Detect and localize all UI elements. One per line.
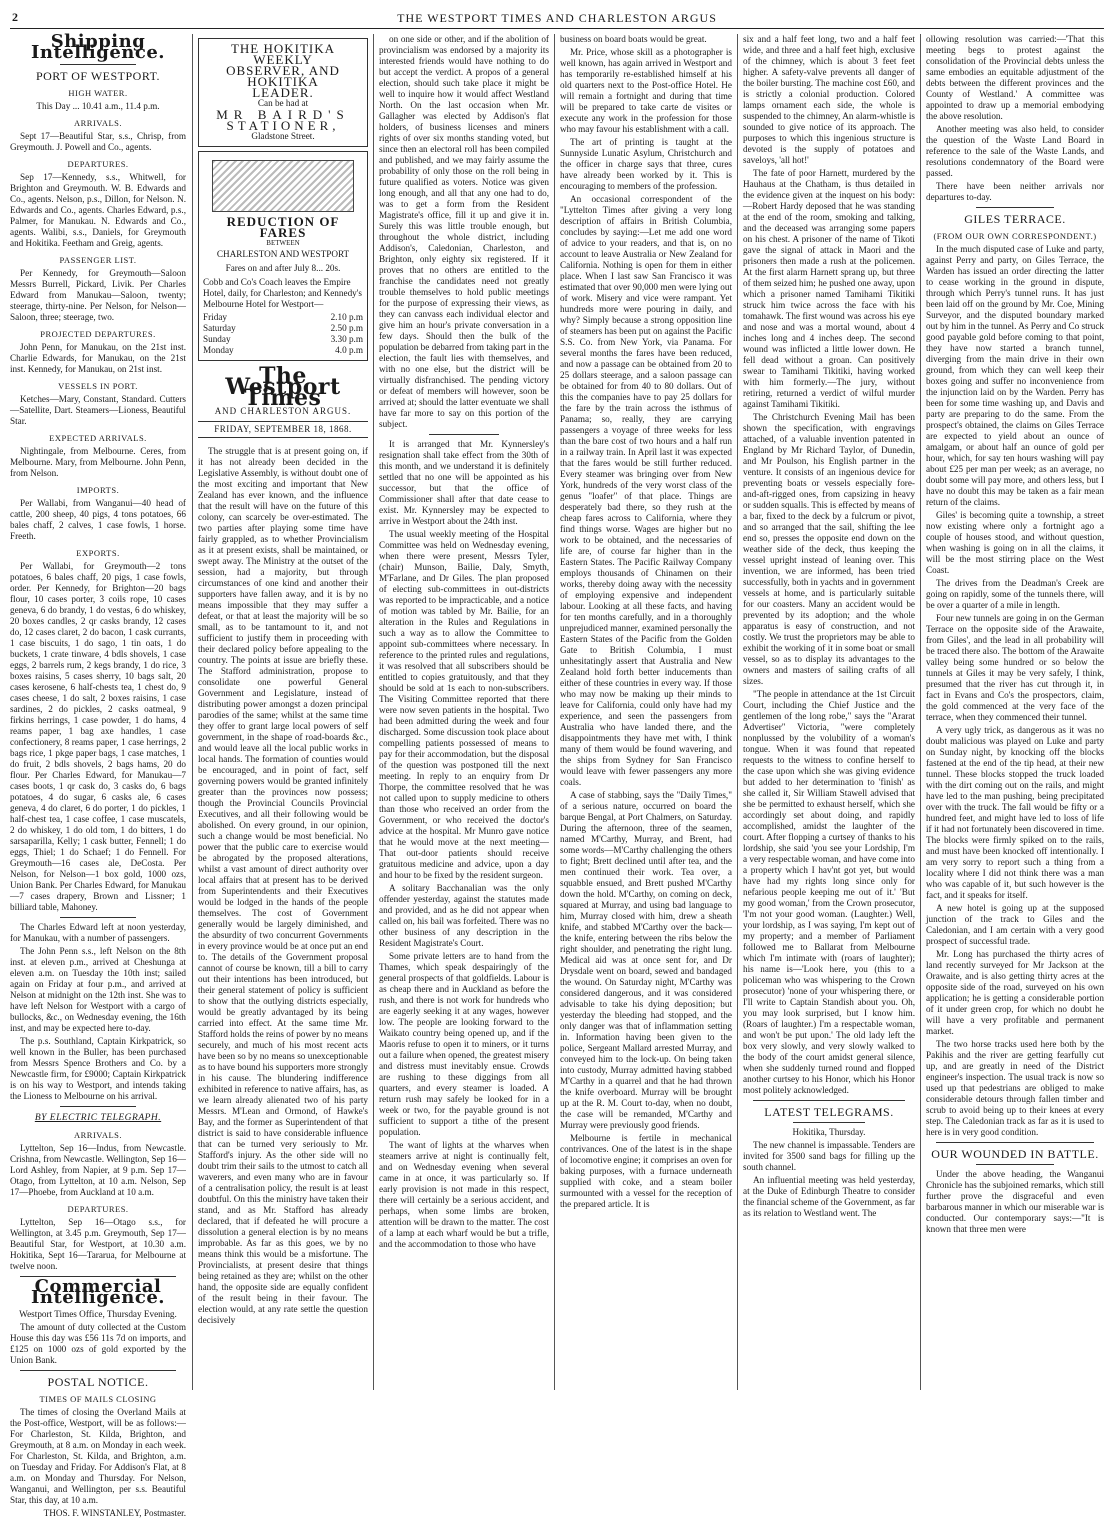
imports-text: Per Wallabi, from Wanganui—40 head of cattle, 200 sheep, 40 pigs, 4 tons potatoes, 66 bales chaff, 2 calves, 1 case fowls, 1 horse. Freeth. [10, 498, 186, 541]
telegraph-heading: BY ELECTRIC TELEGRAPH. [34, 1113, 162, 1123]
telegraph-arrivals-heading: ARRIVALS. [73, 1130, 123, 1140]
telegram-paragraph: The new channel is impassable. Tenders are invited for 3500 sand bags for filling up the south channel. [743, 1140, 915, 1172]
telegrams-dateline: Hokitika, Thursday. [792, 1127, 866, 1137]
article-paragraph: The want of lights at the wharves when steamers arrive at night is continually felt, and on Wednesday evening when several came in at once, it was particularly so. If early provision is not made in this respect, there will certainly be a serious accident, and perhaps, when some limbs are broken, attention will be drawn to the matter. The cost of a lamp at each wharf would be but a trifle, and the accommodation to those who have [379, 1140, 549, 1249]
projected-departures-heading: PROJECTED DEPARTURES. [40, 329, 156, 339]
timetable-row [203, 312, 363, 323]
article-paragraph: The Christchurch Evening Mail has been shown the specification, with engravings attached, of a valuable invention patented in England by Mr Richard Taylor, of Dunedin, and Mr Poulson, his English partner in the venture. It consists of an ingenious device for preventing boats or vessels especially fore-and-aft-rigged ones, from capsizing in heavy or sudden squalls. This is effected by means of a bar, fixed to the deck by a fulcrum or pivot, and so arranged that the sail, shifting the lee end so, presses the opposite end down on the weather side of the deck, thus keeping the vessel upright instead of leaning over. This invention, we are informed, has been tried successfully, both in yachts and in government vessels at home, and is particularly suitable for our coasters. Many an accident would be prevented by its adoption; and the whole apparatus is easy of construction, and not costly. We trust the proprietors may be able to exhibit the working of it in some boat or small vessel, so as to display its advantages to the owners and masters of sailing crafts of all sizes. [743, 412, 915, 686]
column-rule [554, 34, 555, 1390]
commercial-heading: Commercial Intelligence. [30, 1276, 166, 1308]
postal-notice-heading: POSTAL NOTICE. [47, 1375, 149, 1389]
article-paragraph: The drives from the Deadman's Creek are going on rapidly, some of the tunnels there, will be over a quarter of a mile in length. [926, 578, 1104, 610]
article-paragraph: The Charles Edward left at noon yesterday, for Manukau, with a number of passengers. [10, 922, 186, 943]
article-paragraph: A case of stabbing, says the "Daily Times," of a serious nature, occurred on board the barque Bengal, at Port Chalmers, on Saturday. During the afternoon, three of the seamen, named M'Carthy, Murray, and Brent, had some words—M'Carthy challenging the others to fight; Brett declined until after tea, and the men continued their work. Tea over, a squabble ensued, and Brett pushed M'Carthy down the hold. M'Carthy, on coming on deck, squared at Murray, and using bad language to him, Murray closed with him, drew a sheath knife, and stabbed M'Carthy over the back—the knife, entering between the ribs below the right shoulder, and penetrating the right lung. Medical aid was at once sent for, and Dr Drysdale went on board, sewed and bandaged the wound. On Saturday night, M'Carthy was considered dangerous, and it was considered advisable to take his dying deposition; but yesterday the bleeding had stopped, and the only danger was that of inflammation setting in. Information having been given to the police, Sergeant Mallard arrested Murray, and conveyed him to the lock-up. On being taken into custody, Murray admitted having stabbed M'Carthy in a quarrel and that he had thrown the knife overboard. Murray will be brought up at the R. M. Court to-day, when no doubt, the case will be remanded, M'Carthy and Murray were previously good friends. [560, 790, 732, 1130]
hokitika-weekly-ad [198, 38, 368, 147]
ad-line: MR BAIRD'S [216, 107, 350, 122]
telegraph-departures-text: Lyttelton, Sep 16—Otago s.s., for Wellington, at 3.45 p.m. Greymouth, Sep 17—Beautiful Star, for Westport, at 10.30 a.m. Hokitika, Sept 16—Tararua, for Melbourne at twelve noon. [10, 1217, 186, 1271]
vessels-in-port-heading: VESSELS IN PORT. [58, 381, 138, 391]
divider [429, 434, 499, 435]
timetable-time: 4.0 p.m [335, 345, 363, 355]
article-paragraph: The p.s. Southland, Captain Kirkpatrick, so well known in the Buller, has been purchased from Messrs Spence Brothers and Co. by a Newcastle firm, for £9000; Captain Kirkpatrick is on his way to Westport, and intends taking the Lioness to Melbourne on his arrival. [10, 1036, 186, 1101]
article-paragraph: business on board boats would be great. [560, 34, 707, 44]
article-paragraph: Mr. Long has purchased the thirty acres of land recently surveyed for Mr Jackson at the Orawaite, and is also getting thirty acres at the opposite side of the road, surveyed on his own application; he is getting a considerable portion of it under green crop, for which no doubt he will have a very profitable and permanent market. [926, 949, 1104, 1036]
newspaper-running-title: THE WESTPORT TIMES AND CHARLESTON ARGUS [397, 11, 717, 25]
timetable-time: 3.30 p.m [330, 334, 363, 344]
projected-departures-text: John Penn, for Manukau, on the 21st inst. Charlie Edwards, for Manukau, on the 21st inst. Kennedy, for Manukau, on 21st inst. [10, 342, 186, 374]
divider [976, 1164, 1054, 1165]
exports-heading: EXPORTS. [76, 548, 120, 558]
ad-line: THE HOKITIKA WEEKLY [230, 41, 336, 67]
divider [20, 1370, 176, 1371]
column-news-2 [560, 34, 732, 1390]
ad-line: Gladstone Street. [251, 131, 315, 141]
article-paragraph: There have been neither arrivals nor departures to-day. [926, 181, 1104, 202]
commercial-text: The amount of duty collected at the Custom House this day was £56 11s 7d on imports, and £125 on 1000 ozs of gold exported by the Union Bank. [10, 1322, 186, 1365]
article-paragraph: Mr. Price, whose skill as a photographer is well known, has again arrived in Westport and has temporarily re-established himself at his old quarters next to the Post-office Hotel. He will remain a fortnight and during that time will be prepared to take carte de visites or execute any work in the profession for those who may favour his establishment with a call. [560, 47, 732, 134]
coach-engraving-image [212, 160, 354, 212]
article-paragraph: The usual weekly meeting of the Hospital Committee was held on Wednesday evening, when there were present, Messrs Tyler, (chair) Munson, Bailie, Daly, Smyth, M'Farlane, and Dr Giles. The plan proposed of electing sub-committees in out-districts was reported to be impracticable, and a notice of motion was tabled by Mr. Bailie, for an alteration in the Rules and Regulations in such a way as to allow the Committee to appoint sub-committees where necessary. In reference to the printed rules and regulations, it was resolved that all subscribers should be entitled to copies gratuitously, and that they should be sold at 1s each to non-subscribers. The Visiting Committee reported that there were now seven patients in the hospital. Two had been admitted during the week and four discharged. Some discussion took place about compelling patients possessed of means to pay for their accommodation, but the disposal of the question was postponed till the next meeting. In reply to an enquiry from Dr Thorpe, the committee resolved that he was not called upon to supply medicine to others than those who received an order from the Government, or who received the doctor's advice at the hospital. Mr Munro gave notice that he would move at the next meeting—That out-door patients should receive gratuitous medicine and advice, upon a day and hour to be fixed by the resident surgeon. [379, 529, 549, 880]
column-shipping [10, 31, 186, 1518]
ad-line: OBSERVER, AND HOKITIKA [226, 63, 340, 89]
timetable-row [203, 334, 363, 345]
arrivals-text: Sept 17—Beautiful Star, s.s., Chrisp, from Greymouth. J. Powell and Co., agents. [10, 131, 186, 152]
timetable-row [203, 323, 363, 334]
article-paragraph: Some private letters are to hand from the Thames, which speak despairingly of the general prospects of that goldfields. Labour is as cheap there and in Auckland as before the rush, and there is not work for hundreds who are eagerly seeking it at any wages, however low. The people are looking forward to the Waikato country being opened up, and if the Maoris refuse to open it to miners, or it turns out a failure when opened, the greatest misery and distress must inevitably ensue. Crowds are rushing to these diggings from all quarters, and every steamer is loaded. A return rush may safely be looked for in a week or two, for the payable ground is not sufficient to support a tithe of the present population. [379, 951, 549, 1137]
fares-route: CHARLESTON AND WESTPORT [216, 249, 350, 259]
coach-timetable [203, 312, 363, 356]
ad-line: LEADER. [252, 85, 314, 100]
timetable-day: Friday [203, 312, 227, 322]
divider [976, 207, 1054, 208]
article-paragraph: It is arranged that Mr. Kynnersley's resignation shall take effect from the 30th of this month, and we understand it is definitely settled that no one will be appointed as his successor, but that the office of Commissioner shall after that date cease to exist. Mr. Kynnersley may be expected to arrive in Westport about the 24th inst. [379, 439, 549, 526]
postal-notice-subheading: TIMES OF MAILS CLOSING [39, 1394, 157, 1404]
divider [60, 1106, 136, 1107]
timetable-time: 2.50 p.m [330, 323, 363, 333]
article-paragraph: In the much disputed case of Luke and party, against Perry and party, on Giles Terrace, the Warden has issued an order directing the latter to cease working in the ground in dispute, through which Perry's tunnel runs. It has just been laid off on the ground by Mr. Coe, Mining Surveyor, and the disputed boundary marked out by him in the tunnel. As Perry and Co struck good payable gold before coming to that point, they have now started a branch tunnel, diverging from the main drive in their own ground, from which they can well keep their boxes going and suffer no inconvenience from the injunction laid on by the Warden. Perry has been for some time washing up, and Davis and party are preparing to do the same. From the prospect's obtained, the claims on Giles Terrace are expected to yield about an ounce of amalgam, or about half an ounce of gold per hour, which, for say ten hours washing will pay about £25 per man per week; as an average, no doubt some will pay more, and others less, but I have no doubt this may be taken as a fair mean return of the claims. [926, 244, 1104, 507]
article-paragraph: The two horse tracks used here both by the Pakihis and the river are getting fearfully cut up, and are greatly in need of the District engineer's inspection. The usual track is now so used up that pedestrians are obliged to make considerable detours through fallen timber and scrub to avoid being up to their knees at every step. The Caledonian track as far as it is used to here is in very good condition. [926, 1039, 1104, 1137]
article-paragraph: A solitary Bacchanalian was the only offender yesterday, against the statutes made and provided, and as he did not appear when called on, his bail was forfeited. There was no other business of any description in the Resident Magistrate's Court. [379, 883, 549, 948]
exports-text: Per Wallabi, for Greymouth—2 tons potatoes, 6 bales chaff, 20 pigs, 1 case fowls, order. Per Kennedy, for Brighton—20 bags flour, 10 cases porter, 3 coils rope, 10 cases geneva, 6 do brandy, 1 do vestas, 6 do whiskey, 20 boxes candles, 2 qr casks brandy, 12 cases do, 12 cases claret, 2 do bacon, 1 cask currants, 1 case biscuits, 1 do sago, 1 tin oats, 1 do buckets, 1 crate tinware, 4 bdls shovels, 1 case eggs, 2 barrels rum, 2 kegs brandy, 1 do rice, 3 boxes raisins, 5 cases sherry, 10 bags salt, 20 cases kerosene, 6 half-chests tea, 1 chest do, 9 cases cheese, 1 do salt, 2 boxes raisins, 1 case sardines, 2 do pickles, 2 casks oatmeal, 9 firkins herrings, 1 case powder, 1 do hams, 4 reams paper, 1 bag axe handles, 1 case confectionery, 8 reams paper, 1 case herrings, 2 bags rice, 1 pkge paper bags, 1 case matches, 1 do fruit, 2 bdls shovels, 2 bags hams, 20 do flour. Per Charles Edward, for Manukau—7 cases boots, 1 qr cask do, 3 casks do, 6 bags potatoes, 4 do sugar, 6 casks ale, 6 cases geneva, 4 do claret, 6 do porter, 1 do pickles, 1 half-chest tea, 1 case coffee, 1 case muscatels, 2 do whiskey, 1 do old tom, 1 do bitters, 1 do sarsaparilla, Kelly; 1 cask butter, Fennell; 1 do eggs, Thiel; 1 do Schaef; 1 do Fennell. For Greymouth—16 cases ale, DeCosta. Per Nelson, for Nelson—1 box gold, 1000 ozs, Union Bank. Per Charles Edward, for Manukau—7 cases drapery, Brown and Lissner; 1 billiard table, Mahoney. [10, 561, 186, 912]
commercial-office-line: Westport Times Office, Thursday Evening. [19, 1309, 177, 1319]
imports-heading: IMPORTS. [76, 485, 120, 495]
telegram-paragraph: An influential meeting was held yesterday, at the Duke of Edinburgh Theatre to consider the financial scheme of the Government, as far as its relation to Westland went. The [743, 1175, 915, 1218]
fares-title: REDUCTION OF FARES [226, 214, 340, 240]
article-paragraph: Under the above heading, the Wanganui Chronicle has the subjoined remarks, which still further prove the disgraceful and even barbarous manner in which our miserable war is conducted. Our contemporary says:—"It is known that three men were [926, 1169, 1104, 1234]
ad-line: Can be had at [257, 98, 309, 108]
fares-price: Fares on and after July 8... 20s. [225, 263, 341, 273]
giles-terrace-subheading: (FROM OUR OWN CORRESPONDENT.) [933, 231, 1097, 241]
column-rule [192, 34, 193, 1390]
timetable-time: 2.10 p.m [330, 312, 363, 322]
column-leader [198, 34, 368, 1390]
article-paragraph: A very ugly trick, as dangerous as it was no doubt malicious was played on Luke and party on Sunday night, by knocking off the blocks fastened at the end of the tip head, at their new tunnel. These blocks stopped the truck loaded with the dirt coming out on the rails, and might have led to the man pushing, being precipitated over with the truck. The fall would be fifty or a hundred feet, and might have led to loss of life if it had not fortunately been discovered in time. The blocks were firmly spiked on to the rails, and must have been knocked off intentionally. I am very sorry to report such a thing from a locality where I did not think there was a man who was capable of it, but such however is the fact, and it speaks for itself. [926, 725, 1104, 900]
timetable-row [203, 345, 363, 356]
page-number: 2 [12, 10, 19, 24]
shipping-heading: Shipping Intelligence. [30, 31, 166, 63]
timetable-day: Monday [203, 345, 234, 355]
expected-arrivals-text: Nightingale, from Melbourne. Ceres, from Melbourne. Mary, from Melbourne. John Penn, from Nelson. [10, 446, 186, 478]
column-rule [920, 34, 921, 1390]
divider [753, 1100, 905, 1101]
masthead-subtitle: AND CHARLESTON ARGUS. [214, 406, 352, 416]
column-rule [373, 34, 374, 1390]
divider [936, 1142, 1094, 1143]
postal-notice-text: The times of closing the Overland Mails at the Post-office, Westport, will be as follows:—For Charleston, St. Kilda, Brighton, and Greymouth, at 8 a.m. on Monday in each week. For Charleston, St. Kilda, and Brighton, a.m. on Tuesday and Friday. For Addison's Flat, at 8 a.m. on Monday and Thursday. For Nelson, Wanganui, and Wellington, per s.s. Beautiful Star, this day, at 10 a.m. [10, 1407, 186, 1505]
article-paragraph: "The people in attendance at the 1st Circuit Court, including the Chief Justice and the gentlemen of the long robe," says the "Ararat Advertiser" Victoria, "were completely nonplussed by the volubility of a woman's tongue. When it was found that repeated requests to the witness to confine herself to the case upon which she was giving evidence but added to her determination to 'finish' as she called it, Sir William Stawell advised that she be permitted to exhaust herself, which she accordingly set about doing, and rapidly accomplished, amidst the laughter of the court. After flopping a curtsey of thanks to his lordship, she said 'you see your Lordship, I'm a very respectable woman, and have come into a property which I hav'nt got yet, but would have had my rights long since only for nefarious people keeping me out of it.' 'But my good woman,' from the Crown prosecutor, 'I'm not your good woman. (Laughter.) Well, your lordship, as I was saying, I'm kept out of my property; and a member of Parliament followed me to Ballarat from Melbourne which I'm intimate with (roars of laughter); his name is—'Look here, you (this to a policeman who was whispering to the Crown prosecutor) 'none of your whispering there, or I'll write to Captain Standish about you. Oh, you may look surprised, but I know him. (Roars of laughter.) I'm a respectable woman, and won't be put upon.' The old lady left the box very slowly, and very slowly walked to the body of the court amidst general silence, when she suddenly turned round and flopped another curtsey to his Honor, which his Honor most politely acknowledged. [743, 689, 915, 1095]
vessels-in-port-text: Ketches—Mary, Constant, Standard. Cutters—Satellite, Dart. Steamers—Lioness, Beautiful Star. [10, 394, 186, 426]
expected-arrivals-heading: EXPECTED ARRIVALS. [49, 433, 147, 443]
timetable-day: Sunday [203, 334, 231, 344]
telegraph-arrivals-text: Lyttelton, Sep 16—Indus, from Newcastle. Crishna, from Newcastle. Wellington, Sep 16—Lord Ashley, from Napier, at 9 p.m. Sep 17—Otago, from Lyttelton, at 10 a.m. Nelson, Sep 17—Phoebe, from Auckland at 10 a.m. [10, 1143, 186, 1197]
arrivals-heading: ARRIVALS. [73, 118, 123, 128]
passenger-list-text: Per Kennedy, for Greymouth—Saloon Messrs Burrell, Pickard, Livik. Per Charles Edward from Manukau—Saloon, twenty; steerage, thirty-nine. Per Nelson, for Nelson—Saloon, three; steerage, two. [10, 268, 186, 322]
divider [793, 1122, 865, 1123]
running-head [10, 8, 1104, 29]
giles-terrace-heading: GILES TERRACE. [964, 212, 1066, 226]
high-water-heading: HIGH WATER. [68, 88, 128, 98]
article-paragraph: The fate of poor Harnett, murdered by the Hauhaus at the Chatham, is thus detailed in the evidence given at the inquest on his body:—Robert Hardy deposed that he was standing at the end of the room, smoking and talking, and the deceased was arranging some papers on his chest. A prisoner of the name of Tikoti gave the signal of attack in Maori and the prisoners then made a rush at the policemen. At the first alarm Harnett sprang up, but three of them seized him; he pushed one away, upon which a prisoner named Tamihami Tikitiki struck him twice across the face with his tomahawk. The first wound was across his eye and nose and was a mortal wound, about 4 inches long and 4 inches deep. The second wound was inflicted a little lower down. He fell dead without a groan. Can positively swear to Tamihami Tikitiki, having worked with him formerly.—The jury, without retiring, returned a verdict of wilful murder against Tamihami Tikitiki. [743, 168, 915, 409]
article-paragraph: A new hotel is going up at the supposed junction of the track to Giles and the Caledonian, and I am certain with a very good prospect of successful trade. [926, 903, 1104, 946]
timetable-day: Saturday [203, 323, 236, 333]
column-rule [737, 34, 738, 1390]
column-news-4 [926, 34, 1104, 1390]
wounded-heading: OUR WOUNDED IN BATTLE. [931, 1147, 1099, 1161]
fares-between: BETWEEN [266, 239, 300, 247]
article-paragraph: Another meeting was also held, to consider the question of the Waste Land Board in reference to the sale of the Waste Lands, and resolutions condemnatory of the Board were passed. [926, 124, 1104, 178]
article-paragraph: The John Penn s.s., left Nelson on the 8th inst. at eleven p.m., arrived at Cheshunga at eleven a.m. on Tuesday the 10th inst; sailed again on Friday at four p.m., and arrived at Nelson at midnight on the 12th inst. She was to have left Nelson for Westport with a cargo of bullocks, &c., on Wednesday evening, the 16th inst, and may be expected here to-day. [10, 946, 186, 1033]
telegraph-departures-heading: DEPARTURES. [67, 1204, 129, 1214]
departures-heading: DEPARTURES. [67, 159, 129, 169]
passenger-list-heading: PASSENGER LIST. [59, 255, 137, 265]
latest-telegrams-heading: LATEST TELEGRAMS. [764, 1105, 894, 1119]
ad-line: STATIONER, [226, 118, 340, 133]
article-paragraph: An occasional correspondent of the "Lyttelton Times after giving a very long description of affairs in British Columbia, concludes by saying:—Let me add one word of advice to your readers, and that is, on no account to leave Australia or New Zealand for California. Nothing is open for them in either place. When I last saw San Francisco it was estimated that over 90,000 men were lying out of work. Misery and vice were rampant. Yet hundreds more were pouring in daily, and why? Simply because a strong opposition line of steamers has been put on against the Pacific S.S. Co. from New York, via Panama. For several months the fares have been reduced, and now a passage can be obtained from 20 to 25 dollars steerage, and a saloon passage can be obtained for from 40 to 80 dollars. Out of this the companies have to pay 25 dollars for the fare by the train across the isthmus of Panama; so, really, they are carrying passengers a voyage of three weeks for less than the bare cost of two hours and a half run in a railway train. In April last it was expected that the fares would be still further reduced. Every steamer was bringing over from New York, hundreds of the very worst class of the genus "loafer" of that place. Things are desperately bad there, so they rush at the cheap fares across to California, where they find things worse. Wages are higher but no work to be obtained, and the necessaries of life are, of course far higher than in the Eastern States. The Pacific Railway Company employs thousands of Chinamen on their works, thereby doing away with the necessity of employing expensive and independent labour. Looking at all these facts, and having for ten months carefully, and in a thoroughly unprejudiced manner, examined personally the Eastern States of the Pacific from the Golden Gate to British Columbia, I must unhesitatingly assert that Australia and New Zealand hold forth better inducements than either of these countries in every way. If those who may now be making up their minds to leave for California, could only have had my experience, and seen the passengers from Australia who have landed there, and the disappointments they have met with, I think many of them would be found wavering, and the ships from Sydney for San Francisco would leave with fewer passengers any more coals. [560, 194, 732, 787]
fares-text: Cobb and Co's Coach leaves the Empire Hotel, daily, for Charleston; and Kennedy's Melbourne Hotel for Westport— [203, 277, 362, 309]
coach-fares-ad [198, 151, 368, 361]
departures-text: Sep 17—Kennedy, s.s., Whitwell, for Brighton and Greymouth. W. B. Edwards and Co., agents. Nelson, p.s., Dillon, for Nelson. N. Edwards and Co., agents. Charles Edward, p.s., Palmer, for Manukau. N. Edwards and Co., agents. Walibi, s.s., Daniels, for Greymouth and Hokitika. Feetham and Greig, agents. [10, 172, 186, 248]
postal-notice-signature: THOS. F. WINSTANLEY, Postmaster. [43, 1508, 186, 1518]
article-paragraph: ollowing resolution was carried:—'That this meeting begs to protest against the consolidation of the Provincial debts unless the same embodies an equitable adjustment of the debts between the different provinces and the County of Westland.' A committee was appointed to draw up a memorial embodying the above resolution. [926, 34, 1104, 121]
port-heading: PORT OF WESTPORT. [35, 69, 161, 83]
masthead: The Westport Times [225, 363, 341, 411]
column-news-1 [379, 34, 549, 1390]
divider [60, 64, 136, 65]
column-news-3 [743, 34, 915, 1390]
leader-paragraph: The struggle that is at present going on, if it has not already been decided in the Legislative Assembly, is without doubt one of the most exciting and important that New Zealand has ever known, and the influence that the result will have on the future of this colony, can scarcely be over-estimated. The two parties after playing some time have fairly grappled, as to whether Provincialism as it at present exists, shall be maintained, or swept away. The Ministry at the outset of the session, had a majority, but through circumstances of one kind and another their supporters have fallen away, and it is by no means impossible that they may suffer a defeat, or that at least the majority will be so small, as to be tantamount to it, and not sufficient to justify them in proceeding with their declared policy before appealing to the country. The points at issue are briefly these. The Stafford administration, propose to consolidate one powerful General Government and Legislature, instead of distributing power amongst a dozen principal parodies of the same; whilst at the same time they offer to grant large local powers of self government, in the shape of road-boards &c., and would leave all the local public works in local hands. The formation of counties would be encouraged, and in point of fact, self governing powers would be granted infinitely greater than the provinces now possess; though the Provincial Councils Provincial Executives, and all their following would be abolished. On every ground, in our opinion, such a change would be most beneficial. No power that the public care to exercise would be abrogated by the proposed alterations, whilst a vast amount of direct authority over local affairs that at present has to be derived from Superintendents and their Executives would be lodged in the hands of the people themselves. The cost of Government generally would be largely diminished, and the absurdity of two concurrent Governments in every province would be at once put an end to. The details of the Government proposal cannot of course be known, till a bill to carry out their intentions has been introduced, but their general statement of policy is sufficient to show that the outlying districts especially, would be greatly advantaged by its being carried into effect. At the same time Mr. Stafford holds the reins of power by no means securely, and much of his most recent acts have been so by no means so unexceptionable as to have bound his supporters more strongly in his cause. The blundering indifference exhibited in reference to native affairs, has, as we learn already alienated two of his party Messrs. M'Lean and Ormond, of Hawke's Bay, and the former as Superintendent of that district is said to have considerable influence that can be turned very seriously to Mr. Stafford's injury. As the other side will no doubt trim their sails to the utmost to catch all waverers, and even many who are in favour of a centralisation policy, the result is at least doubtful. On this the ministry have taken their stand, and as Mr. Stafford has already declared, that if defeated he will procure a dissolution a general election is by no means improbable. As far as this goes, we by no means think this would be a misfortune. The Provincialists, at present desire that things being retained as they are; whilst on the other hand, the opposite side are equally confident of the result being in their favour. The election would, at any rate settle the question decisively [198, 446, 368, 1325]
article-paragraph: Four new tunnels are going in on the German Terrace on the opposite side of the Arawaite, from Giles', and the lead in all probability will be traced there also. The bottom of the Arawaite valley being some hundred or so below the tunnels at Giles it may be very safely, I think, presumed that the river has cut through it, in fact in Evans and Co's the prospectors, claim, the gold commenced at the very face of the terrace, when they commenced their tunnel. [926, 613, 1104, 722]
article-paragraph: The art of printing is taught at the Sunnyside Lunatic Asylum, Christchurch and the officer in charge says that three, cures have already been worked by it. This is encouraging to members of the profession. [560, 137, 732, 191]
dateline: FRIDAY, SEPTEMBER 18, 1868. [198, 421, 368, 438]
article-paragraph: on one side or other, and if the abolition of provincialism was endorsed by a majority its interested friends would have nothing to do but accept the verdict. A propos of a general election, should such take place it might be well to inquire how it would affect Westland North. On the last occasion when Mr. Gallagher was elected by Addison's flat holders, of business licenses and miners rights of over six months standing voted, but since then an electoral roll has been compiled and published, and we may fairly assume the probability of only those on the roll being in future qualified as voters. Notice was given long enough, and all that any one had to do, was to get a form from the Resident Magistrate's office, fill it up and give it in. Surely this was little trouble enough, but throughout the whole district, including Addison's, Caledonian, Charleston, and Brighton, only eighty six registered. If it proves that no others are entitled to the franchise the candidates need not greatly trouble themselves to hold public meetings for the purpose of expressing their views, as they can canvass each individual elector and give him an hour's private conversation in a few days. Should then the bulk of the population be debarred from taking part in the election, the fault lies with themselves, and with no one else, but the district will be virtually disfranchised. The pending victory or defeat of members will however, soon be arrived at; should the latter eventuate we shall have far more to say on this portion of the subject. [379, 34, 549, 429]
article-paragraph: six and a half feet long, two and a half feet wide, and three and a half feet high, exclusive of the chimney, which is about 3 feet feet higher. A safety-valve prevents all danger of the boiler bursting. The machine cost £60, and is strictly a colonial production. Colored lamps ornament each side, the whole is suspended to the chimney, An alarm-whistle is sounded to give notice of its approach. The purposes to which this ingenious structure is devoted is the supply of potatoes and saveloys, 'all hot!' [743, 34, 915, 165]
article-paragraph: Giles' is becoming quite a township, a street now existing where only a fortnight ago a couple of houses stood, and without question, when washing is going on in all the claims, it will be the most stirring place on the West Coast. [926, 510, 1104, 575]
article-paragraph: Melbourne is fertile in mechanical contrivances. One of the latest is in the shape of locomotive engine; it comprises an oven for baking purposes, with a furnace underneath supplied with coke, and a steam boiler surmounted with a vessel for the reception of the prepared article. It is [560, 1133, 732, 1209]
high-water-times: This Day ... 10.41 a.m., 11.4 p.m. [36, 101, 160, 111]
divider [60, 917, 136, 918]
